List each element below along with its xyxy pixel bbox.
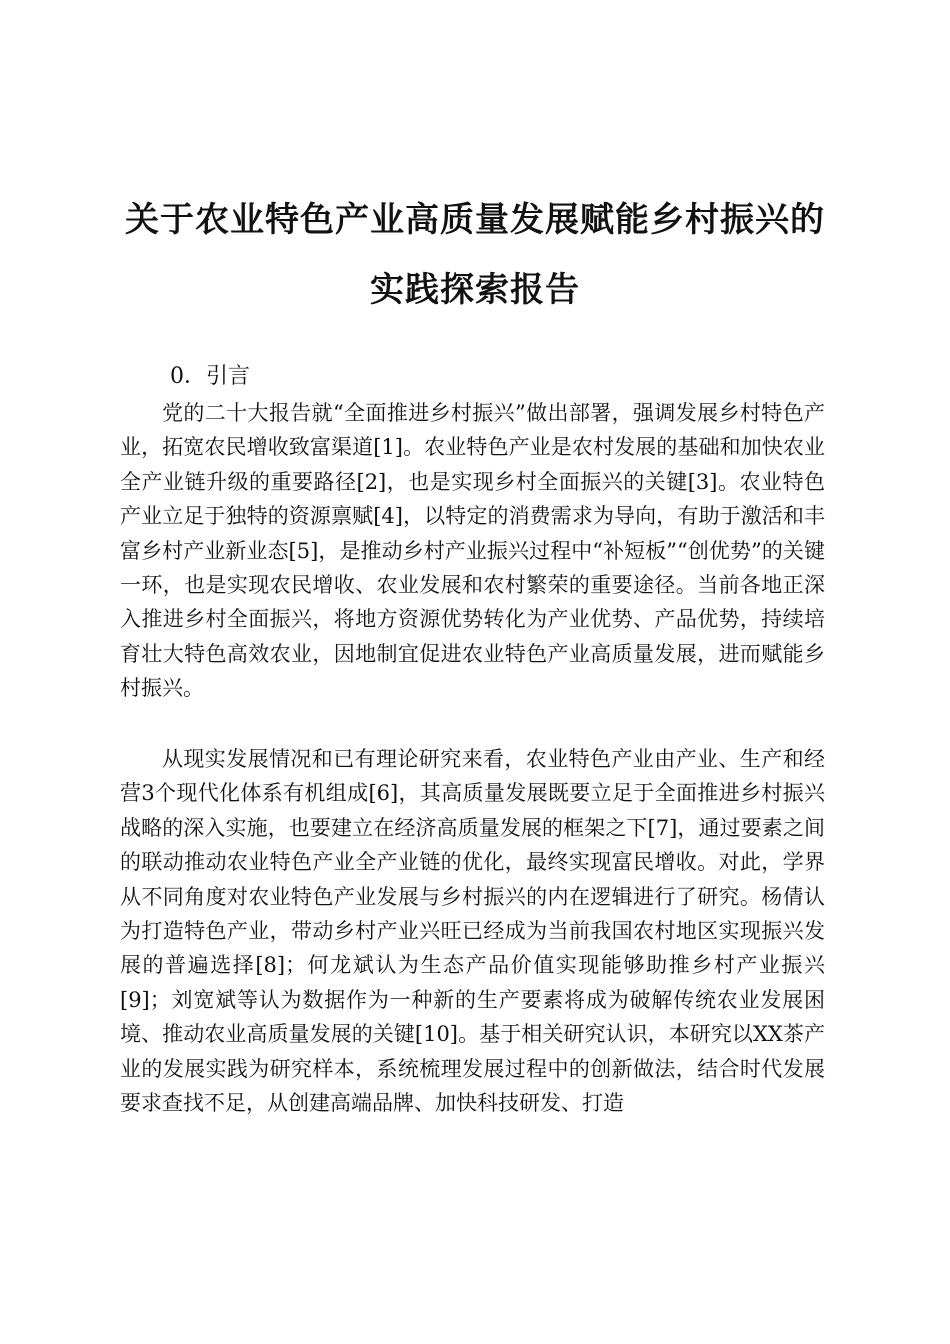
- section-heading-introduction: 0．引言: [170, 364, 250, 389]
- document-title-line-1: 关于农业特色产业高质量发展赋能乡村振兴的: [125, 200, 825, 240]
- body-paragraph: 党的二十大报告就“全面推进乡村振兴”做出部署，强调发展乡村特色产业，拓宽农民增收致富渠道[1]。农业特色产业是农村发展的基础和加快农业全产业链升级的重要路径[2]，也是实现乡村全面振兴的关键[3]。农业特色产业立足于独特的资源禀赋[4]，以特定的消费需求为导向，有助于激活和丰富乡村产业新业态[5]，是推动乡村产业振兴过程中“补短板”“创优势”的关键一环，也是实现农民增收、农业发展和农村繁荣的重要途径。当前各地正深入推进乡村全面振兴，将地方资源优势转化为产业优势、产品优势，持续培育壮大特色高效农业，因地制宜促进农业特色产业高质量发展，进而赋能乡村振兴。: [120, 401, 825, 701]
- body-paragraph: 从现实发展情况和已有理论研究来看，农业特色产业由产业、生产和经营3个现代化体系有机组成[6]，其高质量发展既要立足于全面推进乡村振兴战略的深入实施，也要建立在经济高质量发展的框架之下[7]，通过要素之间的联动推动农业特色产业全产业链的优化，最终实现富民增收。对此，学界从不同角度对农业特色产业发展与乡村振兴的内在逻辑进行了研究。杨倩认为打造特色产业，带动乡村产业兴旺已经成为当前我国农村地区实现振兴发展的普遍选择[8]；何龙斌认为生态产品价值实现能够助推乡村产业振兴[9]；刘宽斌等认为数据作为一种新的生产要素将成为破解传统农业发展困境、推动农业高质量发展的关键[10]。基于相关研究认识，本研究以XX茶产业的发展实践为研究样本，系统梳理发展过程中的创新做法，结合时代发展要求查找不足，从创建高端品牌、加快科技研发、打造: [120, 747, 825, 1116]
- document-title-line-2: 实践探索报告: [370, 270, 580, 310]
